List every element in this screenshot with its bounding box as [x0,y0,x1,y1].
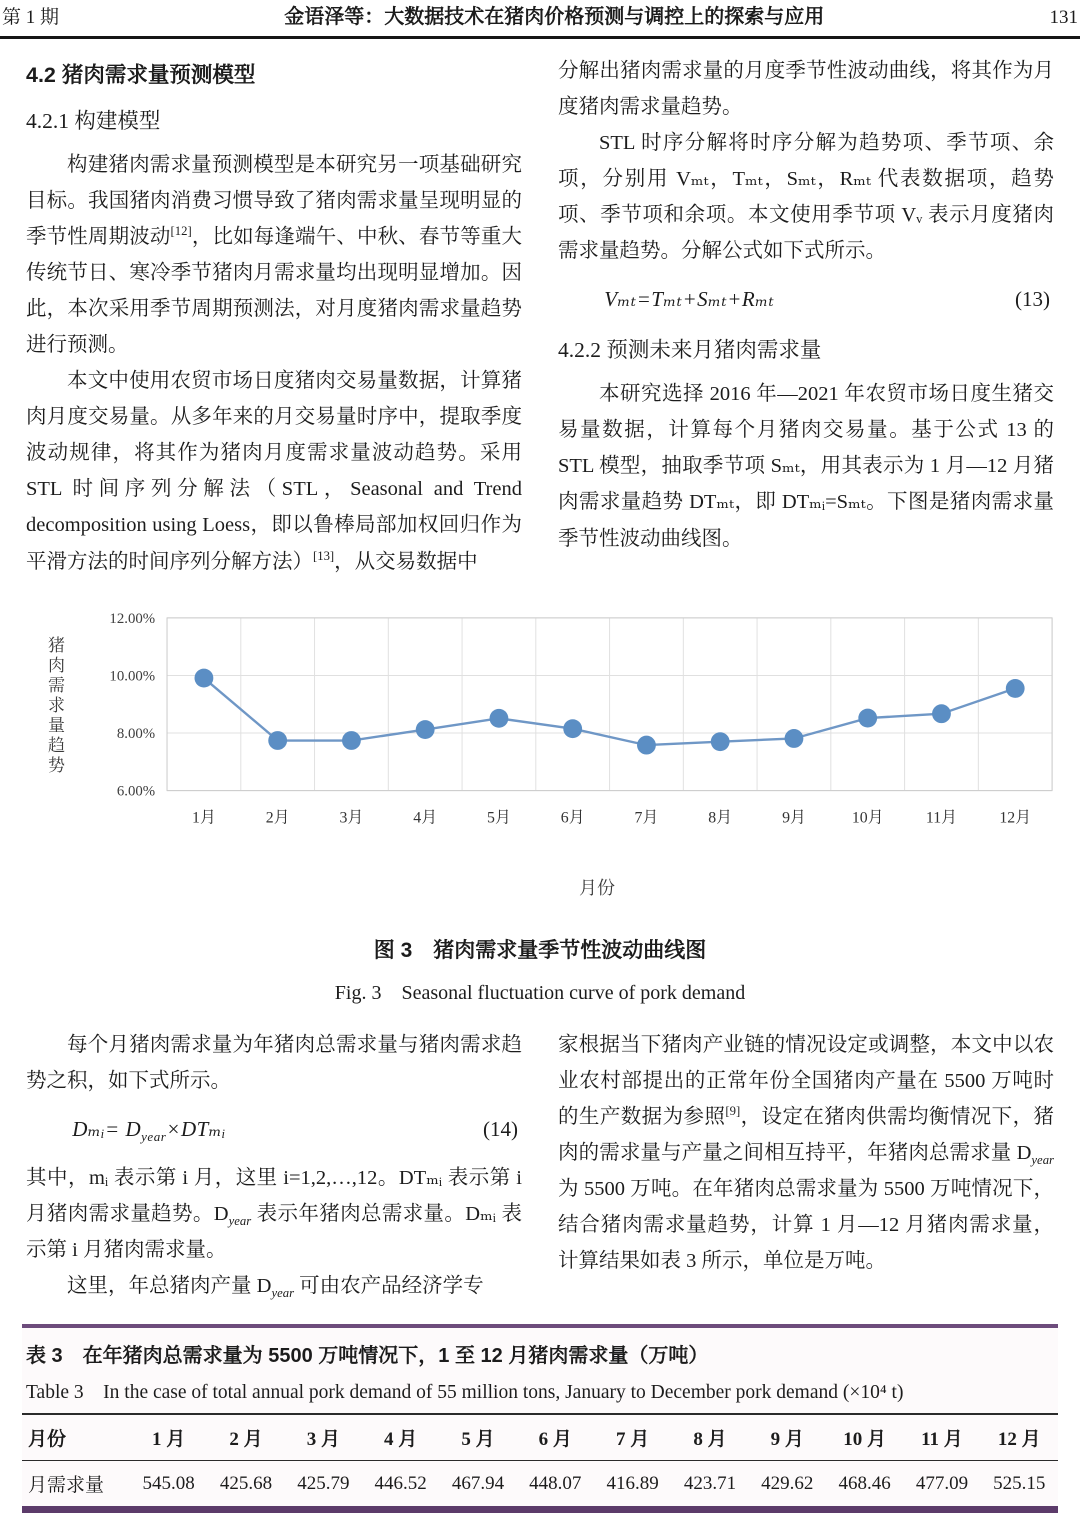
figure-caption-zh: 图 3 猪肉需求量季节性波动曲线图 [373,938,707,962]
x-tick-label: 5月 [487,808,511,826]
paragraph-model-intro: 构建猪肉需求量预测模型是本研究另一项基础研究目标。我国猪肉消费习惯导致了猪肉需求量呈现明显的季节性周期波动[12]，比如每逢端午、中秋、春节等重大传统节日、寒冷季节猪肉月需求量均出现明显增加。因此，本次采用季节周期预测法，对月度猪肉需求量趋势进行预测。 [26,153,523,357]
col-header-month: 1 月 [152,1429,186,1451]
formula-14 [26,1099,522,1160]
formula-13-expression: Vₘₜ=Tₘₜ+Sₘₜ+Rₘₜ [604,287,775,312]
formula-14-number: (14) [483,1116,518,1141]
data-point-marker [637,735,656,754]
col-header-month: 7 月 [616,1429,650,1451]
table-data-row [22,1461,1058,1510]
citation-ref-13: [13] [313,548,335,563]
formula-13 [558,269,1054,330]
x-tick-label: 12月 [999,808,1032,826]
formula-14-expression: Dₘᵢ= $D_{year}\times DT_mᵢ$ [72,1116,226,1144]
page-header [0,0,1080,39]
x-tick-label: 7月 [634,808,659,826]
citation-ref-9: [9] [725,1103,741,1118]
data-point-marker [1006,679,1025,698]
x-tick-label: 9月 [782,808,806,826]
x-axis-title: 月份 [579,877,615,898]
data-point-marker [342,731,361,750]
running-title: 金语泽等：大数据技术在猪肉价格预测与调控上的探索与应用 [284,6,825,28]
data-point-marker [563,719,582,738]
x-tick-label: 8月 [708,808,733,826]
data-point-marker [711,732,730,751]
col-header-month: 9 月 [770,1429,804,1451]
demand-value-cell: 425.68 [219,1472,273,1494]
left-column-lower [26,1027,522,1304]
x-tick-label: 6月 [560,808,585,826]
paragraph-monthly-demand: 每个月猪肉需求量为年猪肉总需求量与猪肉需求趋势之积，如下式所示。 [26,1033,522,1092]
row-label-demand: 月需求量 [28,1475,105,1497]
paragraph-continuation: 分解出猪肉需求量的月度季节性波动曲线，将其作为月度猪肉需求量趋势。 [558,60,1054,119]
figure-caption-en: Fig. 3 Seasonal fluctuation curve of pork demand [334,981,746,1004]
data-point-marker [416,720,435,739]
data-point-marker [195,668,214,687]
table-caption-en: Table 3 In the case of total annual pork demand of 55 million tons, January to December pork demand (×10⁴ t) [26,1382,904,1404]
y-axis-title: 猪肉需求量趋势 [45,635,64,776]
col-header-month: 11 月 [921,1429,963,1451]
section-heading-4-2-2: 4.2.2 预测未来月猪肉需求量 [558,338,822,363]
table-header-row [22,1414,1058,1461]
data-point-marker [858,708,877,727]
right-column-lower [558,1027,1054,1304]
x-tick-label: 1月 [192,808,216,826]
y-tick-label: 6.00% [116,783,156,800]
y-tick-label: 8.00% [116,725,156,742]
col-header-month: 3 月 [306,1429,340,1451]
data-point-marker [268,731,287,750]
figure-3-chart [28,602,1052,904]
col-header-month: 8 月 [693,1429,727,1451]
section-heading-4-2: 4.2 猪肉需求量预测模型 [26,63,256,87]
data-point-marker [785,729,804,748]
left-column [26,53,522,580]
col-header-month: 12 月 [997,1429,1041,1451]
lower-columns [26,1027,1054,1304]
data-point-marker [932,704,951,723]
y-tick-label: 10.00% [109,667,156,685]
subscript-year: year [271,1286,295,1301]
paragraph-dyear-setting: 家根据当下猪肉产业链的情况设定或调整，本文中以农业农村部提出的正常年份全国猪肉产量在 5500 万吨时的生产数据为参照[9]，设定在猪肉供需均衡情况下，猪肉的需求量与产量之间相互持平，年猪肉总需求量 $D_{year}$ 为 5500 万吨。在年猪肉总需求量为 5500 万吨情况下，结合猪肉需求量趋势，计算 1 月—12 月猪肉需求量，计算结果如表 3 所示，单位是万吨。 [558,1033,1055,1273]
col-header-month: 10 月 [843,1429,886,1451]
demand-value-cell: 416.89 [606,1472,659,1494]
data-point-marker [490,709,509,728]
col-header-month: 5 月 [461,1429,495,1451]
x-tick-label: 3月 [339,808,364,826]
paragraph-dyear-intro: 这里，年总猪肉产量 $D_{year}$ 可由农产品经济学专 [67,1274,484,1301]
upper-columns [26,53,1054,580]
subscript-year: year [228,1213,252,1228]
page-number: 131 [1049,7,1078,28]
x-tick-label: 4月 [413,808,438,826]
demand-value-cell: 477.09 [915,1472,969,1494]
subscript-year: year [1031,1152,1054,1167]
demand-value-cell: 468.46 [838,1472,891,1494]
table-3-block [22,1324,1058,1513]
right-column [558,53,1054,580]
col-label-month: 月份 [28,1429,67,1451]
paragraph-forecast: 本研究选择 2016 年—2021 年农贸市场日度生猪交易量数据，计算每个月猪肉交易量。基于公式 13 的 STL 模型，抽取季节项 Sₘₜ，用其表示为 1 月—12 月猪肉需求量趋势 DTₘₜ，即 DTₘᵢ=Sₘₜ。下图是猪肉需求量季节性波动曲线图。 [558,383,1054,550]
subscript-year: year [141,1128,167,1144]
demand-value-cell: 545.08 [142,1472,195,1494]
demand-value-cell: 467.94 [451,1472,505,1494]
table-caption-zh: 表 3 在年猪肉总需求量为 5500 万吨情况下，1 至 12 月猪肉需求量（万吨） [26,1345,709,1368]
y-tick-label: 12.00% [109,610,156,627]
demand-value-cell: 429.62 [761,1472,814,1494]
demand-value-cell: 425.79 [297,1472,350,1494]
formula-13-number: (13) [1015,287,1050,312]
paragraph-stl-terms: STL 时序分解将时序分解为趋势项、季节项、余项，分别用 Vₘₜ，Tₘₜ，Sₘₜ，Rₘₜ 代表数据项，趋势项、季节项和余项。本文使用季节项 Vᵥ 表示月度猪肉需求量趋势。分解公式如下式所示。 [558,132,1054,263]
paragraph-stl-method: 本文中使用农贸市场日度猪肉交易量数据，计算猪肉月度交易量。从多年来的月交易量时序中，提取季度波动规律，将其作为猪肉月度需求量波动趋势。采用 STL 时间序列分解法（STL，Seasonal and Trend decomposition using Loess，即以鲁棒局部加权回归作为平滑方法的时间序列分解方法）[13]，从交易数据中 [26,370,522,573]
paragraph-variables: 其中，mᵢ 表示第 i 月，这里 i=1,2,…,12。DTₘᵢ 表示第 i 月猪肉需求量趋势。$D_{year}$ 表示年猪肉总需求量。Dₘᵢ 表示第 i 月猪肉需求量。 [26,1166,522,1261]
col-header-month: 2 月 [229,1429,263,1451]
citation-ref-12: [12] [170,223,192,238]
demand-value-cell: 448.07 [529,1472,582,1494]
col-header-month: 4 月 [384,1429,418,1451]
seasonal-fluctuation-line-chart [72,602,1062,870]
journal-issue: 第 1 期 [2,7,60,28]
x-tick-label: 11月 [925,808,958,826]
demand-value-cell: 525.15 [993,1472,1046,1494]
demand-value-cell: 423.71 [683,1472,737,1494]
section-heading-4-2-1: 4.2.1 构建模型 [26,108,161,133]
x-tick-label: 10月 [851,808,884,826]
demand-value-cell: 446.52 [374,1472,427,1494]
monthly-demand-table [22,1413,1058,1513]
x-tick-label: 2月 [265,808,290,826]
col-header-month: 6 月 [538,1429,572,1451]
